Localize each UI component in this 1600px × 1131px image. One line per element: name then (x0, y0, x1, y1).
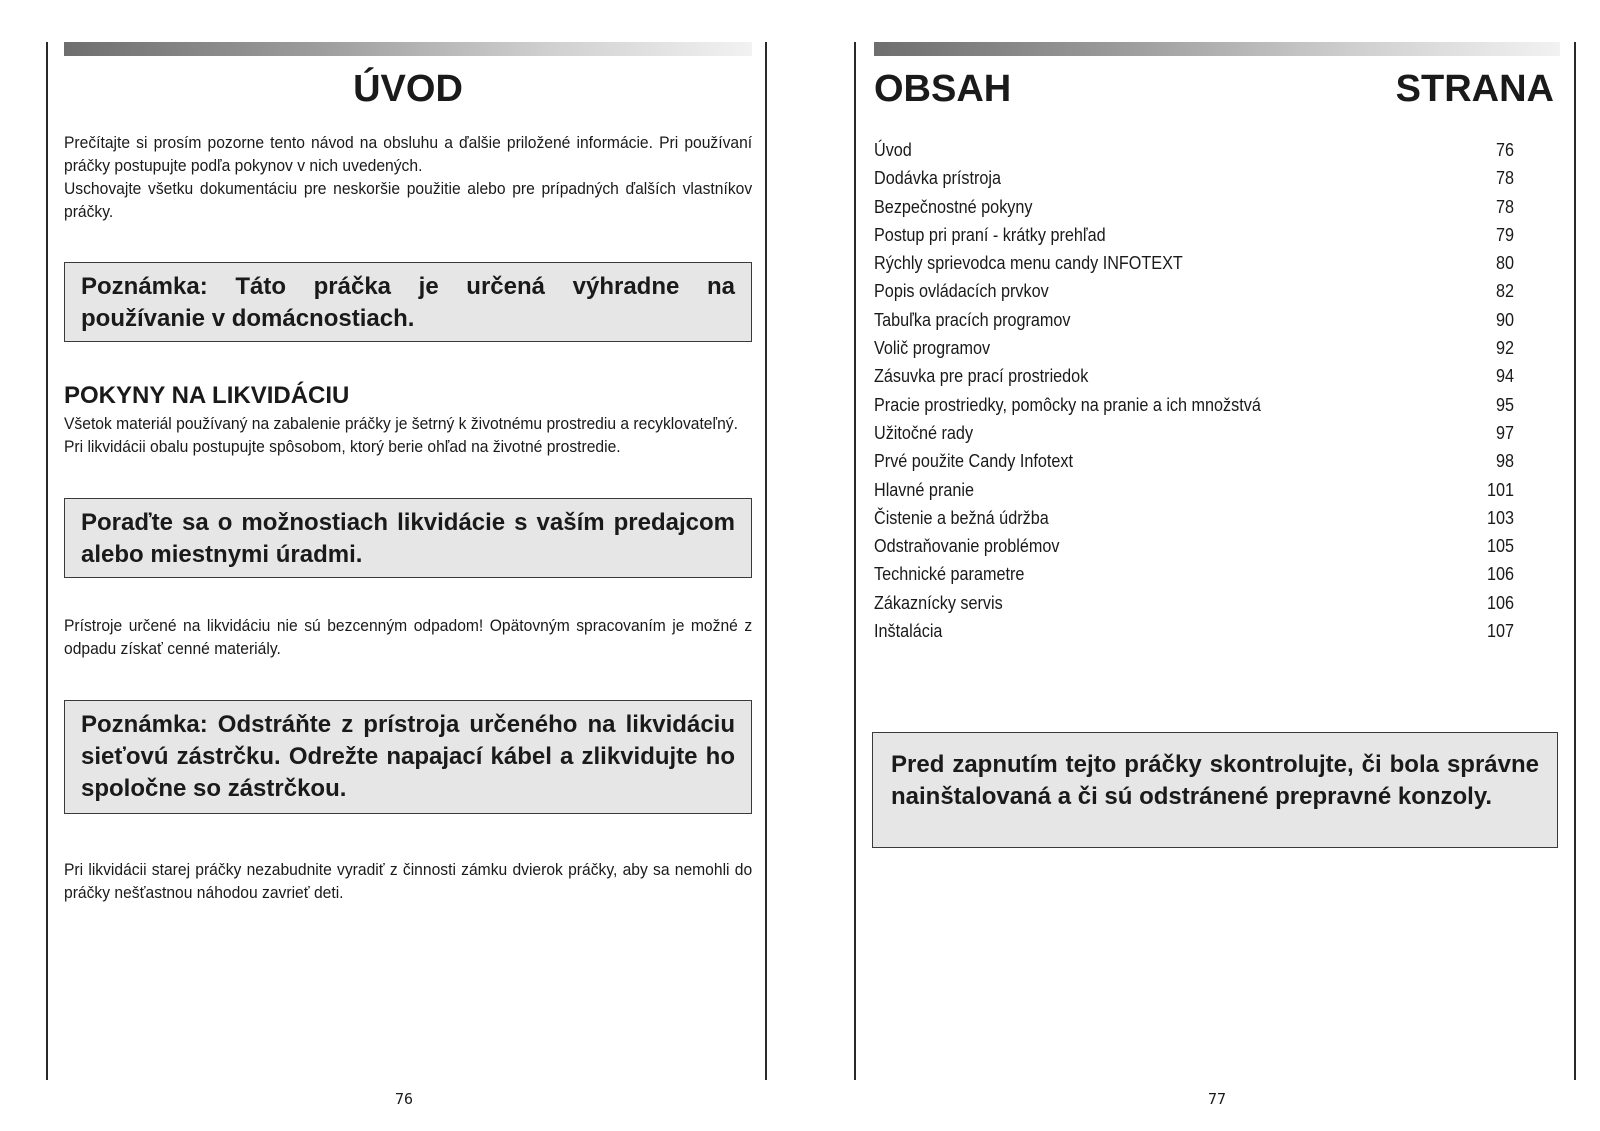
toc-item-label: Zásuvka pre prací prostriedok (874, 366, 1089, 387)
toc-item-page: 76 (1495, 140, 1514, 160)
toc-item-label: Dodávka prístroja (874, 168, 1001, 189)
note-installation-text: Pred zapnutím tejto práčky skontrolujte, či bola správne nainštalovaná a či sú odstránené prepravné konzoly. (891, 751, 1539, 810)
toc-item-label: Úvod (874, 140, 912, 160)
toc-item-label: Odstraňovanie problémov (874, 536, 1060, 557)
toc-item-page: 82 (1495, 281, 1514, 302)
toc-item-page: 79 (1495, 224, 1514, 245)
intro-text (64, 131, 753, 223)
toc-item (874, 277, 1514, 305)
intro-line-1: Prečítajte si prosím pozorne tento návod na obsluhu a ďalšie priložené informácie. Pri používaní práčky postupujte podľa pokynov v nich uvedených. (64, 133, 753, 175)
toc-item-label: Inštalácia (874, 621, 943, 642)
toc-item-label: Technické parametre (874, 564, 1025, 585)
note-household-text: Poznámka: Táto práčka je určená výhradne na používanie v domácnostiach. (81, 273, 735, 332)
toc-item-page: 103 (1486, 507, 1514, 528)
intro-line-2: Uschovajte všetku dokumentáciu pre neskoršie použitie alebo pre prípadných ďalších vlastníkov práčky. (64, 179, 753, 221)
right-page-left-rule (854, 42, 856, 1080)
toc-item (874, 221, 1514, 249)
toc-item-label: Hlavné pranie (874, 479, 974, 500)
toc-item (874, 419, 1514, 447)
toc-item-page: 80 (1495, 253, 1514, 274)
toc-item-label: Tabuľka pracích programov (874, 309, 1071, 330)
note-plug-removal (64, 700, 752, 814)
disposal-heading: POKYNY NA LIKVIDÁCIU (64, 382, 350, 409)
disposal-text (64, 412, 738, 458)
toc-item-page: 106 (1486, 564, 1514, 585)
toc-item-label: Pracie prostriedky, pomôcky na pranie a ich množstvá (874, 394, 1261, 415)
left-margin-rule (46, 42, 48, 1080)
toc-item-page: 97 (1495, 422, 1514, 443)
disposal-line-1: Všetok materiál používaný na zabalenie práčky je šetrný k životnému prostrediu a recyklovateľný. (64, 414, 738, 433)
recycle-line: Prístroje určené na likvidáciu nie sú bezcenným odpadom! Opätovným spracovaním je možné z odpadu získať cenné materiály. (64, 616, 753, 658)
toc-item-page: 90 (1495, 309, 1514, 330)
page-title: ÚVOD (353, 68, 463, 110)
contents-title: OBSAH (874, 68, 1012, 110)
note-disposal-advice (64, 498, 752, 578)
toc-item-page: 92 (1495, 338, 1514, 359)
toc-item-label: Rýchly sprievodca menu candy INFOTEXT (874, 253, 1183, 274)
toc-item (874, 476, 1514, 504)
toc-item-page: 106 (1486, 592, 1514, 613)
right-header-bar (874, 42, 1560, 56)
toc-item-page: 78 (1495, 196, 1514, 217)
toc-item (874, 617, 1514, 645)
toc-item (874, 334, 1514, 362)
page-number-left: 76 (395, 1090, 414, 1108)
toc-item (874, 306, 1514, 334)
toc-item (874, 447, 1514, 475)
toc-item (874, 136, 1514, 164)
disposal-line-2: Pri likvidácii obalu postupujte spôsobom, ktorý berie ohľad na životné prostredie. (64, 437, 621, 456)
toc-item-label: Zákaznícky servis (874, 592, 1003, 613)
note-plug-text: Poznámka: Odstráňte z prístroja určeného na likvidáciu sieťovú zástrčku. Odrežte napajací kábel a zlikvidujte ho spoločne so zástrčkou. (81, 711, 735, 802)
door-lock-line: Pri likvidácii starej práčky nezabudnite vyradiť z činnosti zámku dvierok práčky, aby sa nemohli do práčky nešťastnou náhodou zavrieť deti. (64, 860, 753, 902)
toc-item-label: Prvé použite Candy Infotext (874, 451, 1074, 472)
toc-item-label: Bezpečnostné pokyny (874, 196, 1033, 217)
door-lock-text (64, 858, 753, 904)
toc-item-label: Popis ovládacích prvkov (874, 281, 1049, 302)
toc-item (874, 362, 1514, 390)
toc-item-page: 94 (1495, 366, 1514, 387)
toc-item (874, 532, 1514, 560)
toc-item (874, 589, 1514, 617)
note-installation-check (872, 732, 1558, 848)
toc-item-label: Čistenie a bežná údržba (874, 507, 1049, 528)
page-number-right: 77 (1208, 1090, 1227, 1108)
left-header-bar (64, 42, 752, 56)
toc-item-page: 98 (1495, 451, 1514, 472)
toc-item-page: 78 (1495, 168, 1514, 189)
toc-item (874, 193, 1514, 221)
table-of-contents (874, 136, 1514, 645)
toc-item-page: 107 (1486, 621, 1514, 642)
note-household-use (64, 262, 752, 342)
toc-item-label: Užitočné rady (874, 422, 974, 443)
toc-item (874, 164, 1514, 192)
toc-item-page: 95 (1495, 394, 1514, 415)
toc-item-page: 101 (1486, 479, 1514, 500)
toc-item (874, 504, 1514, 532)
right-margin-rule (1574, 42, 1576, 1080)
note-disposal-text: Poraďte sa o možnostiach likvidácie s vaším predajcom alebo miestnymi úradmi. (81, 509, 735, 568)
toc-item-label: Volič programov (874, 338, 991, 359)
page-column-title: STRANA (1395, 68, 1554, 110)
toc-item-page: 105 (1486, 536, 1514, 557)
toc-item (874, 391, 1514, 419)
left-page-right-rule (765, 42, 767, 1080)
toc-item (874, 560, 1514, 588)
recycle-text (64, 614, 753, 660)
toc-item-label: Postup pri praní - krátky prehľad (874, 224, 1106, 245)
toc-item (874, 249, 1514, 277)
